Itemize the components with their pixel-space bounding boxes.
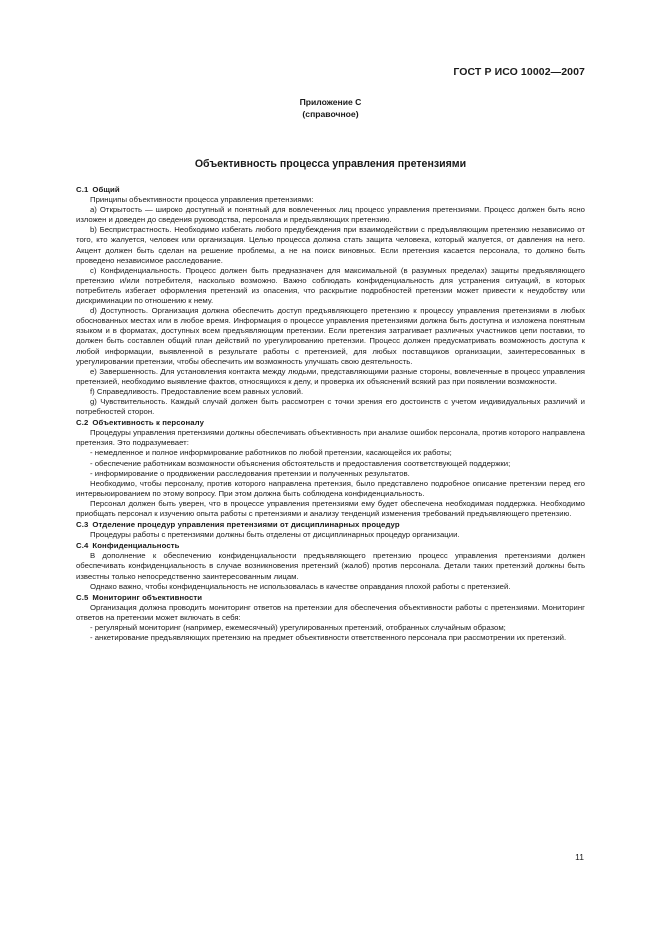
paragraph: - анкетирование предъявляющих претензию на предмет объективности ответственного персонала при рассмотрении их претензий.: [90, 633, 567, 643]
annex-label: Приложение С: [299, 97, 362, 107]
section-number: С.2: [76, 418, 89, 428]
paragraph: Процедуры управления претензиями должны обеспечивать объективность при анализе ошибок персонала, против которого направлена претензия. Это подразумевает:: [76, 428, 585, 448]
paragraph: Принципы объективности процесса управления претензиями:: [90, 195, 314, 205]
section-heading: [76, 418, 585, 428]
section-title: Конфиденциальность: [92, 541, 180, 551]
annex-body: [76, 185, 585, 643]
paragraph: e) Завершенность. Для установления контакта между людьми, представляющими разные стороны, вовлеченные в процесс управления претензией, необходимо выявление фактов, относящихся к делу, и проверка их объяснений всякий раз при появлении возможности.: [76, 366, 585, 386]
annex-title: Объективность процесса управления претензиями: [194, 158, 467, 170]
paragraph: - немедленное и полное информирование работников по любой претензии, касающейся их работы;: [90, 448, 452, 458]
section-title: Общий: [92, 185, 120, 194]
paragraph: Процедуры работы с претензиями должны быть отделены от дисциплинарных процедур организации.: [90, 530, 460, 540]
paragraph: Персонал должен быть уверен, что в процессе управления претензиями ему будет обеспечена необходимая поддержка. Необходимо приобщать персонал к изучению опыта работы с претензиями и анализу тенденций изменения требований предъявляющего претензию.: [76, 498, 585, 518]
section-heading: [76, 520, 585, 530]
paragraph: b) Беспристрастность. Необходимо избегать любого предубеждения при взаимодействии с предъявляющим претензию независимо от того, кто жалуется, человек или организация. Целью процесса должна стать защита человека, который жалуется, от давления на него. Акцент должен быть сделан на решение проблемы, а не на поиск виновных. Если претензия касается персонала, то должно быть проведено независимое расследование.: [76, 225, 585, 265]
section-heading: [76, 541, 585, 551]
paragraph: d) Доступность. Организация должна обеспечить доступ предъявляющего претензию к процессу управления претензиями в любых обоснованных местах или в любое время. Информация о процессе управления претензиями должна быть доступна и изложена понятным языком и в форматах, доступных всем предъявляющим претензии. Если претензия затрагивает различных участников цепи поставки, то должен быть составлен общий план действий по урегулированию претензии. Процесс должен предусматривать возможность доступа к любой информации, выявленной в результате работы с претензией, для любых поставщиков организации, заинтересованных в урегулировании претензии, чтобы обеспечить им возможность улучшать свою деятельность.: [76, 306, 585, 366]
section-number: С.3: [76, 520, 89, 530]
paragraph: Однако важно, чтобы конфиденциальность не использовалась в качестве оправдания плохой работы с претензией.: [90, 581, 511, 591]
section-heading: [76, 185, 585, 195]
paragraph: - регулярный мониторинг (например, ежемесячный) урегулированных претензий, отобранных случайным образом;: [90, 623, 506, 633]
section-title: Объективность к персоналу: [92, 418, 205, 428]
standard-designation: ГОСТ Р ИСО 10002—2007: [453, 66, 585, 78]
section-number: С.1: [76, 185, 89, 194]
paragraph: - информирование о продвижении расследования претензии и полученных результатов.: [90, 468, 410, 478]
section-number: С.4: [76, 541, 89, 551]
section-title: Мониторинг объективности: [92, 592, 203, 602]
paragraph: g) Чувствительность. Каждый случай должен быть рассмотрен с точки зрения его достоинств с учетом индивидуальных различий и потребностей сторон.: [76, 396, 585, 417]
annex-type: (справочное): [302, 109, 359, 119]
section-title: Отделение процедур управления претензиями от дисциплинарных процедур: [92, 520, 400, 530]
paragraph: Необходимо, чтобы персоналу, против которого направлена претензия, было представлено подробное описание претензии перед его интервьюированием по этому вопросу. При этом должна быть соблюдена конфиденциальность.: [76, 478, 585, 498]
paragraph: Организация должна проводить мониторинг ответов на претензии для обеспечения объективности работы с претензиями. Мониторинг ответов на претензии может включать в себя:: [76, 602, 585, 622]
section-number: С.5: [76, 592, 89, 602]
paragraph: c) Конфиденциальность. Процесс должен быть предназначен для максимальной (в разумных пределах) защиты предъявляющего претензию и/или потребителя, насколько возможно. Важно соблюдать конфиденциальность для устранения ситуаций, в которых потребитель избегает оформления претензий из опасения, что раскрытие подробностей претензии может привести к неудобству или дискриминации по отношению к нему.: [76, 265, 585, 306]
paragraph: f) Справедливость. Предоставление всем равных условий.: [90, 386, 304, 396]
section-heading: [76, 593, 585, 603]
paragraph: a) Открытость — широко доступный и понятный для вовлеченных лиц процесс управления претензиями. Процесс должен быть ясно изложен и доведен до сведения руководства, персонала и предъявляющих претензию.: [76, 205, 585, 225]
paragraph: В дополнение к обеспечению конфиденциальности предъявляющего претензию процесс управления претензиями должен обеспечивать конфиденциальность в случае возникновения претензий (жалоб) против персонала. Детали таких претензий должны быть известны только непосредственно заинтересованным лицам.: [76, 551, 585, 581]
paragraph: - обеспечение работникам возможности объяснения обстоятельств и предоставления соответствующей поддержки;: [90, 458, 511, 468]
page-number: 11: [575, 852, 584, 862]
